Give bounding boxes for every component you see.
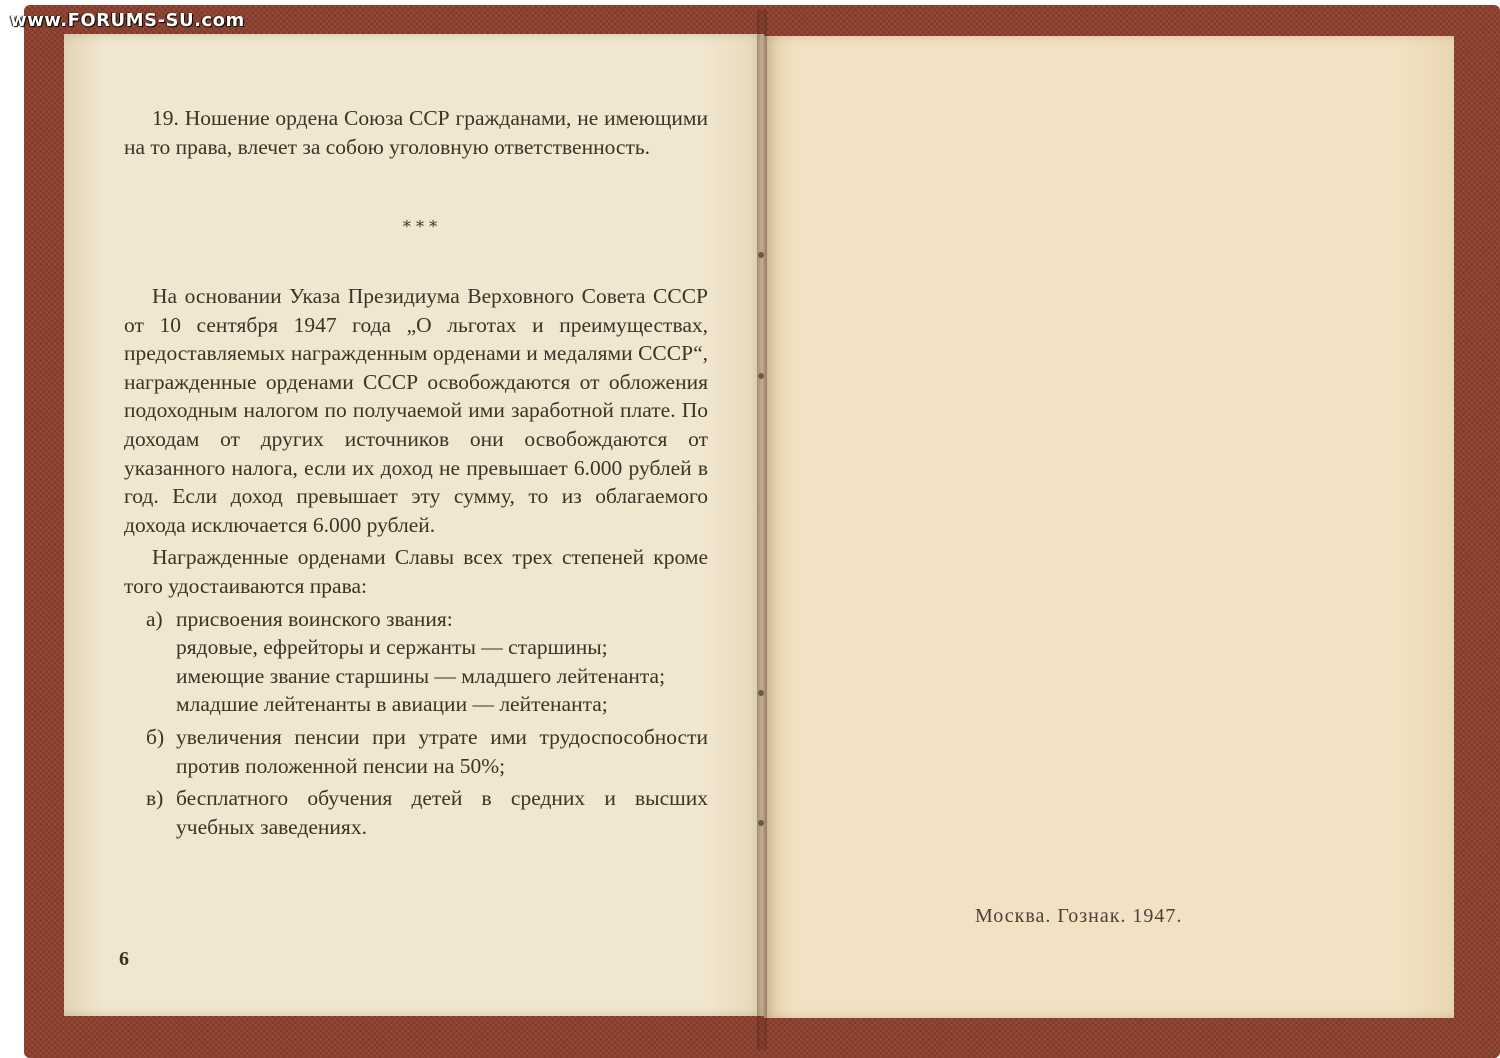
book-spine xyxy=(757,10,767,1050)
list-item-a xyxy=(124,605,708,634)
stitch-mark xyxy=(758,820,764,826)
list-label-c: в) xyxy=(146,786,164,811)
list-text-b: увеличения пенсии при утрате ими трудоспособности против положенной пенсии на 50%; xyxy=(176,724,708,778)
section-separator: * * * xyxy=(402,217,438,236)
list-label-a: а) xyxy=(146,606,163,631)
rule-19-text: 19. Ношение ордена Союза ССР гражданами, не имеющими на то права, влечет за собою уголовную ответственность. xyxy=(124,106,708,159)
list-item-b xyxy=(124,723,708,780)
list-label-b: б) xyxy=(146,724,165,749)
rank-line-3: младшие лейтенанты в авиации — лейтенанта; xyxy=(176,692,608,717)
rank-line-2: имеющие звание старшины — младшего лейтенанта; xyxy=(176,663,666,688)
stitch-mark xyxy=(758,252,764,258)
list-text-a: присвоения воинского звания: xyxy=(176,606,453,631)
list-text-c: бесплатного обучения детей в средних и высших учебных заведениях. xyxy=(176,786,708,839)
glory-paragraph: Награжденные орденами Славы всех трех степеней кроме того удостаиваются права: xyxy=(124,545,708,598)
benefits-block xyxy=(124,282,708,841)
stitch-mark xyxy=(758,690,764,696)
list-item-c xyxy=(124,784,708,841)
page-number: 6 xyxy=(119,948,129,970)
printer-imprint: Москва. Гознак. 1947. xyxy=(975,905,1183,927)
stitch-mark xyxy=(758,373,764,379)
decree-paragraph: На основании Указа Президиума Верховного Совета СССР от 10 сентября 1947 года „О льготах и преимуществах, предоставляемых награжденным орденами и медалями СССР“, награжденные орденами СССР освобождаются от обложения подоходным налогом по получаемой ими заработной плате. По доходам от других источников они освобождаются от указанного налога, если их доход не превышает 6.000 рублей в год. Если доход превышает эту сумму, то из облагаемого дохода исключается 6.000 рублей. xyxy=(124,284,708,537)
rule-19-block xyxy=(124,104,708,161)
right-page xyxy=(764,36,1454,1018)
watermark: www.FORUMS-SU.com xyxy=(10,10,245,31)
rank-line-1: рядовые, ефрейторы и сержанты — старшины; xyxy=(176,635,608,660)
